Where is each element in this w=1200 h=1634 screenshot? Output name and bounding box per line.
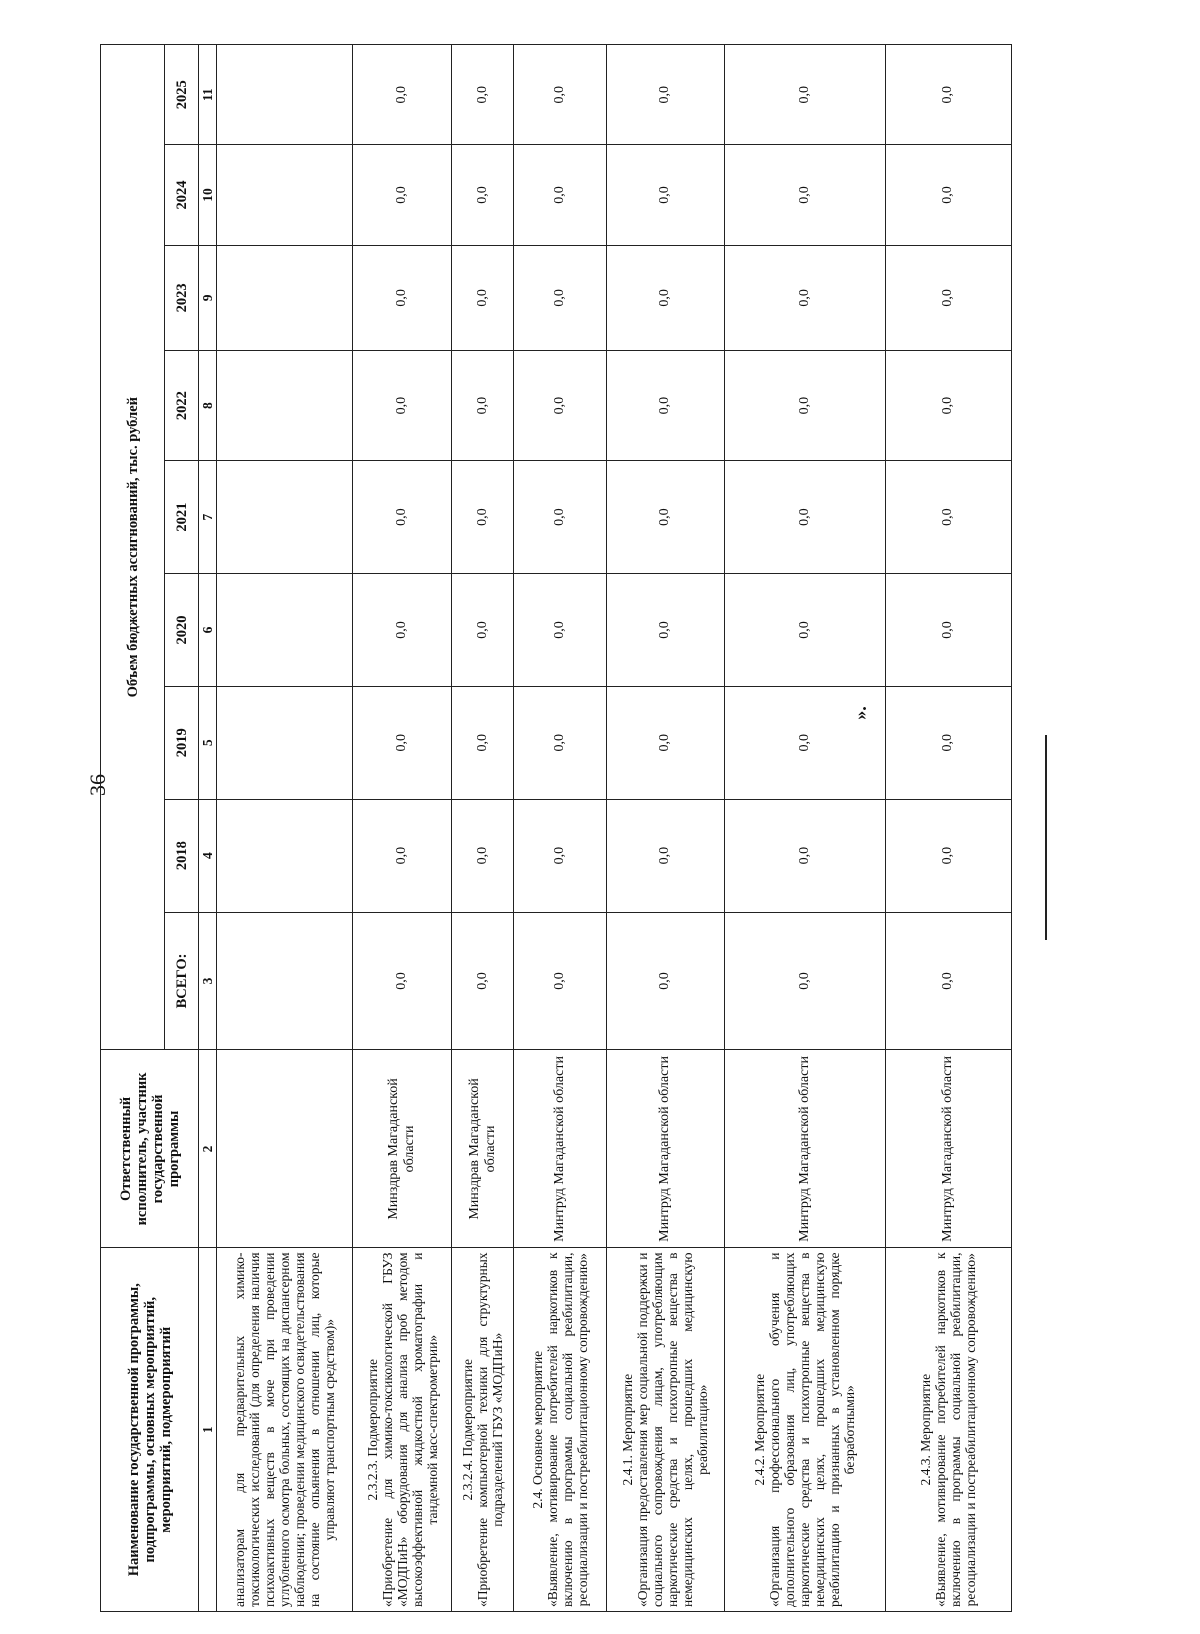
value-cell: 0,0 [353,245,452,350]
program-code: 2.4.3. Мероприятие [918,1373,934,1486]
program-name-cell [452,1248,514,1612]
value-cell: 0,0 [885,461,1011,574]
program-name-text: «Выявление, мотивирование потребителей наркотиков к включению в программы социальной реабилитации, ресоциализации и постреабилитационному сопровождению» [545,1252,591,1607]
value-cell: 0,0 [724,686,885,799]
value-cell [217,245,353,350]
value-cell: 0,0 [353,686,452,799]
header-responsible: Ответственный исполнитель, участник государственной программы [101,1050,199,1248]
value-cell: 0,0 [885,799,1011,912]
responsible-cell: Минтруд Магаданской области [724,1050,885,1248]
value-cell: 0,0 [452,461,514,574]
column-number: 4 [199,799,217,912]
header-year: 2024 [165,145,199,245]
closing-quote-mark: ». [850,706,870,720]
value-cell: 0,0 [607,45,725,145]
value-cell: 0,0 [885,145,1011,245]
header-budget-group: Объем бюджетных ассигнований, тыс. рублей [101,45,165,1050]
value-cell [217,45,353,145]
value-cell: 0,0 [353,912,452,1050]
value-cell: 0,0 [607,461,725,574]
closing-underline [1045,735,1047,940]
value-cell [217,574,353,687]
responsible-cell: Минтруд Магаданской области [514,1050,607,1248]
table-row [353,45,452,1612]
rotated-table-container [100,44,1012,1612]
program-name-text: «Организация профессионального обучения и дополнительного образования лиц, употребляющих наркотические средства и психотропные вещества в немедицинских целях, прошедших медицинскую реабилитацию и признанных в установленном порядке безработными» [767,1252,858,1607]
table-row [452,45,514,1612]
value-cell: 0,0 [724,574,885,687]
program-name-text: «Выявление, мотивирование потребителей наркотиков к включению в программы социальной реабилитации, ресоциализации и постреабилитационному сопровождению» [933,1252,979,1607]
column-number: 5 [199,686,217,799]
value-cell [217,799,353,912]
value-cell: 0,0 [885,686,1011,799]
column-number: 6 [199,574,217,687]
column-number: 8 [199,350,217,460]
column-number: 10 [199,145,217,245]
program-name-cell [724,1248,885,1612]
program-name-text: анализаторам для предварительных химико-токсикологических исследований (для определения наличия психоактивных веществ в моче при проведении углубленного осмотра больных, состоящих на диспансерном наблюдении; проведении медицинского освидетельствования на состояние опьянения в отношении лиц, которые управляют транспортным средством)» [232,1252,338,1607]
value-cell: 0,0 [514,45,607,145]
column-number: 2 [199,1050,217,1248]
header-year: 2019 [165,686,199,799]
table-row [607,45,725,1612]
value-cell: 0,0 [452,912,514,1050]
program-code: 2.4.1. Мероприятие [620,1373,636,1486]
value-cell: 0,0 [724,45,885,145]
value-cell: 0,0 [607,799,725,912]
header-year: 2018 [165,799,199,912]
table-row [514,45,607,1612]
value-cell: 0,0 [353,799,452,912]
value-cell: 0,0 [353,461,452,574]
program-name-cell [607,1248,725,1612]
program-name-text: «Приобретение для химико-токсикологической ГБУЗ «МОДПиН» оборудования для анализа проб методом высокоэффективной жидкостной хроматографии и тандемной масс-спектрометрии» [379,1252,440,1607]
value-cell: 0,0 [452,145,514,245]
value-cell: 0,0 [607,574,725,687]
value-cell: 0,0 [724,145,885,245]
responsible-cell: Минздрав Магаданской области [452,1050,514,1248]
column-number: 7 [199,461,217,574]
value-cell: 0,0 [514,912,607,1050]
column-number: 9 [199,245,217,350]
value-cell: 0,0 [452,45,514,145]
value-cell [217,912,353,1050]
program-code: 2.4.2. Мероприятие [752,1373,768,1486]
responsible-cell: Минтруд Магаданской области [607,1050,725,1248]
value-cell [217,145,353,245]
responsible-cell: Минтруд Магаданской области [885,1050,1011,1248]
value-cell: 0,0 [724,350,885,460]
value-cell: 0,0 [607,912,725,1050]
table-row [885,45,1011,1612]
value-cell: 0,0 [514,145,607,245]
value-cell: 0,0 [514,461,607,574]
program-name-text: «Организация предоставления мер социальной поддержки и социального сопровождения лицам, употребляющим наркотические средства и психотропные вещества в немедицинских целях, прошедших медицинскую реабилитацию» [635,1252,711,1607]
column-number: 3 [199,912,217,1050]
value-cell: 0,0 [724,799,885,912]
value-cell: 0,0 [885,245,1011,350]
value-cell: 0,0 [607,686,725,799]
value-cell: 0,0 [353,145,452,245]
header-year: 2021 [165,461,199,574]
value-cell: 0,0 [885,574,1011,687]
value-cell: 0,0 [452,799,514,912]
value-cell: 0,0 [607,245,725,350]
responsible-cell: Минздрав Магаданской области [353,1050,452,1248]
responsible-cell [217,1050,353,1248]
value-cell: 0,0 [724,461,885,574]
header-year: 2020 [165,574,199,687]
program-name-cell [353,1248,452,1612]
value-cell: 0,0 [514,574,607,687]
table-row [217,45,353,1612]
program-name-text: «Приобретение компьютерной техники для структурных подразделений ГБУЗ «МОДПиН» [475,1252,506,1607]
value-cell: 0,0 [353,45,452,145]
program-name-cell [514,1248,607,1612]
value-cell: 0,0 [353,350,452,460]
column-number: 11 [199,45,217,145]
header-total: ВСЕГО: [165,912,199,1050]
value-cell: 0,0 [514,350,607,460]
header-program-name: Наименование государственной программы, подпрограммы, основных мероприятий, мероприятий, подмероприятий [101,1248,199,1612]
value-cell: 0,0 [514,245,607,350]
value-cell [217,686,353,799]
program-name-cell [217,1248,353,1612]
value-cell: 0,0 [452,245,514,350]
header-year: 2022 [165,350,199,460]
value-cell [217,350,353,460]
value-cell: 0,0 [885,45,1011,145]
value-cell: 0,0 [885,912,1011,1050]
header-year: 2025 [165,45,199,145]
program-code: 2.4. Основное мероприятие [530,1350,546,1509]
value-cell: 0,0 [607,145,725,245]
value-cell: 0,0 [607,350,725,460]
budget-allocation-table [100,44,1012,1612]
column-number: 1 [199,1248,217,1612]
value-cell: 0,0 [452,574,514,687]
value-cell: 0,0 [514,686,607,799]
program-code: 2.3.2.4. Подмероприятие [460,1359,476,1501]
value-cell: 0,0 [514,799,607,912]
value-cell [217,461,353,574]
program-code: 2.3.2.3. Подмероприятие [364,1359,380,1501]
value-cell: 0,0 [353,574,452,687]
page-number: 36 [85,774,110,796]
value-cell: 0,0 [452,686,514,799]
value-cell: 0,0 [724,912,885,1050]
value-cell: 0,0 [885,350,1011,460]
table-row [724,45,885,1612]
value-cell: 0,0 [452,350,514,460]
value-cell: 0,0 [724,245,885,350]
header-year: 2023 [165,245,199,350]
program-name-cell [885,1248,1011,1612]
